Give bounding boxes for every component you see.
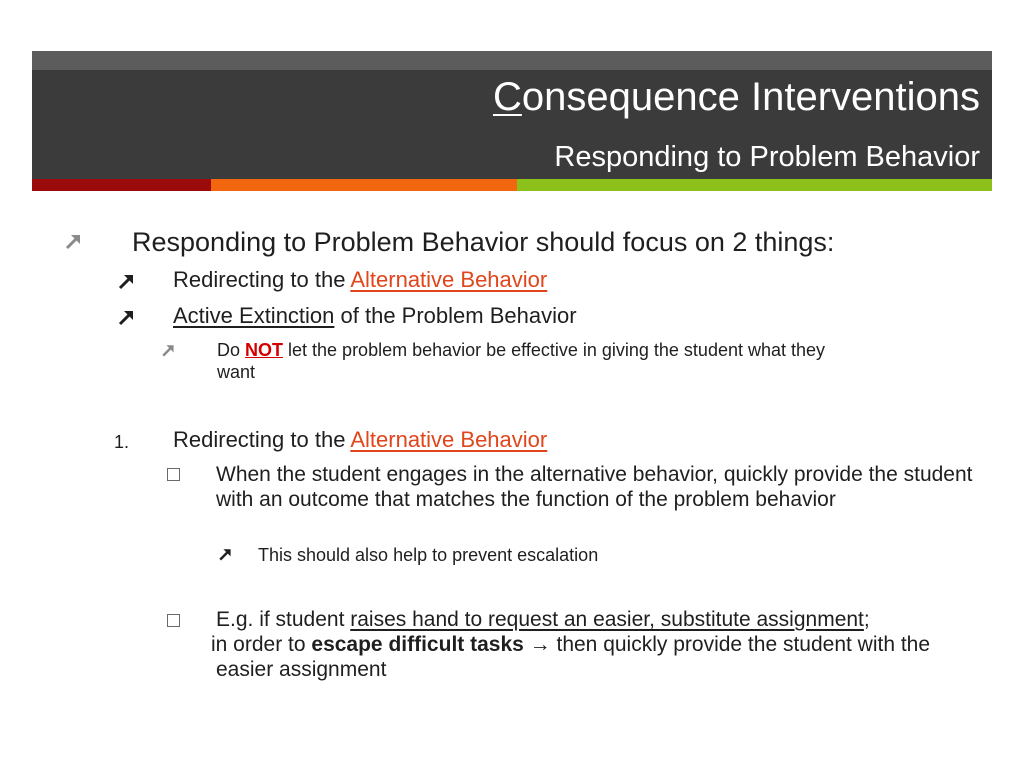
title-rest: onsequence Interventions	[521, 75, 980, 119]
alternative-behavior-link-2: Alternative Behavior	[350, 427, 548, 452]
slide-title	[493, 73, 980, 121]
empty-square-icon	[167, 614, 180, 627]
sub3-rest: let the problem behavior be effective in giving the student what they	[283, 340, 826, 360]
sub2-suffix: of the Problem Behavior	[334, 303, 577, 328]
example-suffix: then quickly provide the student with the easier assignment	[216, 633, 931, 681]
sub-point-do-not	[217, 339, 825, 361]
banner-top-strip	[32, 51, 992, 70]
accent-orange-segment	[211, 179, 517, 191]
example-semicolon: ;	[863, 608, 870, 631]
box-item-outcome: When the student engages in the alternative behavior, quickly provide the student with an outcome that matches the function of the problem behavior	[216, 463, 973, 511]
arrow-up-right-icon	[217, 546, 233, 566]
alternative-behavior-link: Alternative Behavior	[350, 267, 548, 292]
arrow-up-right-icon	[116, 307, 136, 331]
sub1-prefix: Redirecting to the	[173, 267, 351, 292]
title-banner	[32, 51, 992, 179]
numbered-prefix: Redirecting to the	[173, 427, 351, 452]
not-emphasis: NOT	[245, 340, 284, 360]
escape-difficult-tasks: escape difficult tasks	[311, 633, 524, 656]
empty-square-icon	[167, 468, 180, 481]
accent-strip	[32, 179, 992, 191]
example-mid: in order to	[211, 633, 312, 656]
example-prefix: E.g. if student	[216, 608, 351, 631]
arrow-up-right-icon	[160, 342, 176, 362]
box-item-example	[211, 607, 976, 682]
sub-point-extinction	[173, 302, 577, 330]
example-underlined: raises hand to request an easier, substitute assignment	[350, 608, 864, 631]
slide-subtitle: Responding to Problem Behavior	[554, 141, 980, 173]
sub-point-do-not-continued: want	[217, 362, 256, 382]
arrow-up-right-icon	[63, 231, 83, 255]
list-number: 1.	[114, 432, 130, 452]
active-extinction-text: Active Extinction	[173, 303, 335, 328]
right-arrow-icon: →	[523, 633, 557, 656]
arrow-up-right-icon	[116, 271, 136, 295]
accent-green-segment	[517, 179, 992, 191]
main-point: Responding to Problem Behavior should focus on 2 things:	[132, 227, 835, 257]
numbered-redirecting	[173, 426, 547, 454]
title-initial: C	[493, 75, 522, 119]
sub-point-redirecting	[173, 266, 547, 294]
accent-red-segment	[32, 179, 211, 191]
sub3-prefix: Do	[217, 340, 246, 360]
escalation-note: This should also help to prevent escalation	[258, 545, 599, 565]
